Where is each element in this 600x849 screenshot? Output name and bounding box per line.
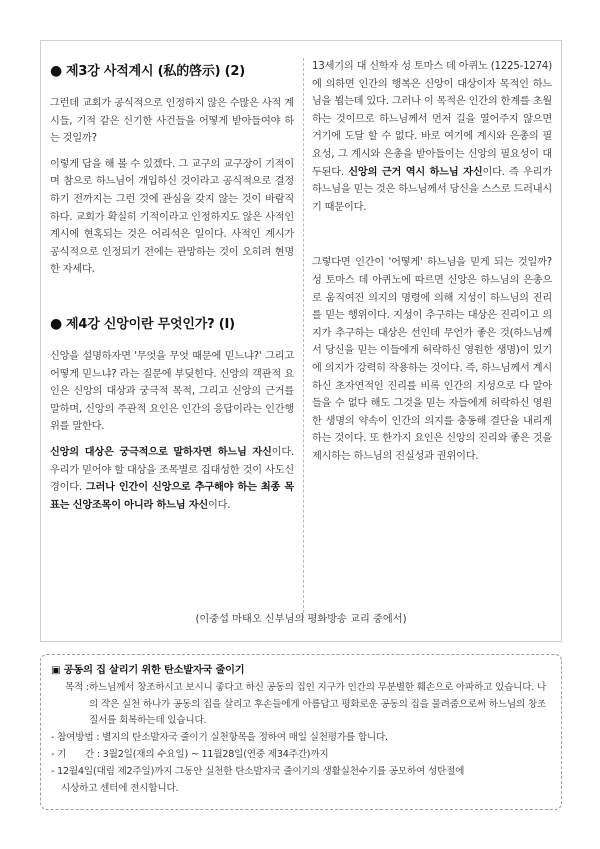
emphasis-text: 신앙의 근거 역시 하느님 자신	[348, 166, 483, 178]
right-column	[312, 58, 552, 465]
notice-purpose	[51, 680, 551, 730]
section4-paragraph-1: 신앙을 설명하자면 '무엇을 무엇 때문에 믿느냐?' 그리고 어떻게 믿느냐? 라는 질문에 부딪힌다. 신앙의 객관적 요인은 신앙의 대상과 궁극적 목적, 그리고 신앙의 근거를 말하며, 신앙의 주관적 요인은 인간의 응답이라는 인간행위를 말한다.	[50, 350, 294, 433]
section4-title: 제4강 신앙이란 무엇인가? (Ⅰ)	[66, 316, 235, 332]
section3-paragraph-1: 그런데 교회가 공식적으로 인정하지 않은 수많은 사적 계시들, 기적 같은 신기한 사건들을 어떻게 받아들여야 하는 것일까?	[50, 98, 294, 145]
notice-method: - 참여방법 : 별지의 탄소발자국 줄이기 실천항목을 정하여 매일 실천평가를 합니다.	[51, 732, 388, 744]
notice-submission-line-2: 시상하고 센터에 전시합니다.	[61, 782, 179, 794]
square-marker-icon: ▣	[51, 665, 61, 676]
bullet-icon: ●	[50, 315, 63, 332]
section3-heading	[50, 60, 294, 83]
section3-title: 제3강 사적계시 (私的啓示) (2)	[66, 64, 246, 79]
notice-box	[40, 654, 562, 810]
left-column	[50, 60, 294, 514]
section3-paragraph-2: 이렇게 답을 해 볼 수 있겠다. 그 교구의 교구장이 기적이며 참으로 하느님이 개입하신 것이라고 공식적으로 결정하기 전까지는 그런 것에 관심을 갖지 않는 것이 바람직하다. 교회가 확실히 기적이라고 인정하지도 않은 사적인 계시에 현혹되는 것은 어리석은 일이다. 사적인 계시가 공식적으로 인정되기 전에는 관망하는 것이 오히려 현명한 자세다.	[50, 158, 294, 276]
purpose-label: 목적 :	[65, 681, 90, 693]
section4-heading	[50, 313, 294, 336]
source-caption: (이중섭 마태오 신부님의 평화방송 교리 중에서)	[195, 614, 407, 625]
bullet-icon: ●	[50, 63, 63, 79]
section4-paragraph-2: 신앙의 대상은 궁극적으로 말하자면 하느님 자신이다. 우리가 믿어야 할 대상을 조목별로 집대성한 것이 사도신경이다. 그러나 인간이 신앙으로 추구해야 하는 최종 목표는 신앙조목이 아니라 하느님 자신이다.	[50, 446, 295, 511]
right-paragraph-2: 그렇다면 인간이 '어떻게' 하느님을 믿게 되는 것일까? 성 토마스 데 아퀴노에 따르면 신앙은 하느님의 은총으로 움직여진 의지의 명령에 의해 지성이 하느님의 진리를 믿는 행위이다. 지성이 추구하는 대상은 진리이고 의지가 추구하는 대상은 선인데 무언가 좋은 것(하느님께서 당신을 믿는 이들에게 허락하신 영원한 생명)이 있기에 의지가 강력히 작용하는 것이다. 즉, 하느님께서 계시하신 초자연적인 진리를 비록 인간의 지성으로 다 알아들을 수 없다 해도 그것을 믿는 자들에게 허락하신 영원한 생명의 약속이 인간의 의지를 충동해 결단을 내리게 하는 것이다. 또 한가지 요인은 신앙의 진리와 좋은 것을 제시하는 하느님의 진실성과 권위이다.	[312, 257, 552, 462]
purpose-text: 하느님께서 창조하시고 보시니 좋다고 하신 공동의 집인 지구가 인간의 무분별한 훼손으로 아파하고 있습니다. 나의 작은 실천 하나가 공동의 집을 살리고 후손들에게 아름답고 평화로운 공동의 집을 물려줌으로써 하느님의 창조질서를 회복하는데 있습니다.	[89, 681, 547, 727]
right-paragraph-1: 13세기의 대 신학자 성 토마스 데 아퀴노 (1225-1274)에 의하면 인간의 행복은 신앙이 대상이자 목적인 하느님을 뵙는데 있다. 그러나 이 목적은 인간의 한계를 초월하는 것이므로 하느님께서 먼저 길을 열어주지 않으면 거기에 도달 할 수 없다. 바로 여기에 계시와 은총의 필요성, 그 계시와 은총을 받아들이는 신앙의 필요성이 대두된다. 신앙의 근거 역시 하느님 자신이다. 즉 우리가 하느님을 믿는 것은 하느님께서 당신을 스스로 드러내시기 때문이다.	[312, 61, 552, 213]
notice-title: ▣ 공동의 집 살리기 위한 탄소발자국 줄이기	[51, 665, 245, 676]
emphasis-text: 신앙의 대상은 궁극적으로 말하자면 하느님 자신	[50, 446, 272, 458]
emphasis-text: 그러나 인간이 신앙으로 추구해야 하는 최종 목표는 신앙조목이 아니라 하느님 자신	[50, 482, 295, 511]
notice-period: - 기 간 : 3월2일(재의 수요일) ~ 11월28일(연중 제34주간)까지	[51, 748, 329, 760]
column-divider	[303, 58, 304, 618]
notice-submission-line-1: - 12월4일(대림 제2주일)까지 그동안 실천한 탄소발자국 줄이기의 생활실천수기를 공모하여 성탄절에	[51, 765, 465, 777]
